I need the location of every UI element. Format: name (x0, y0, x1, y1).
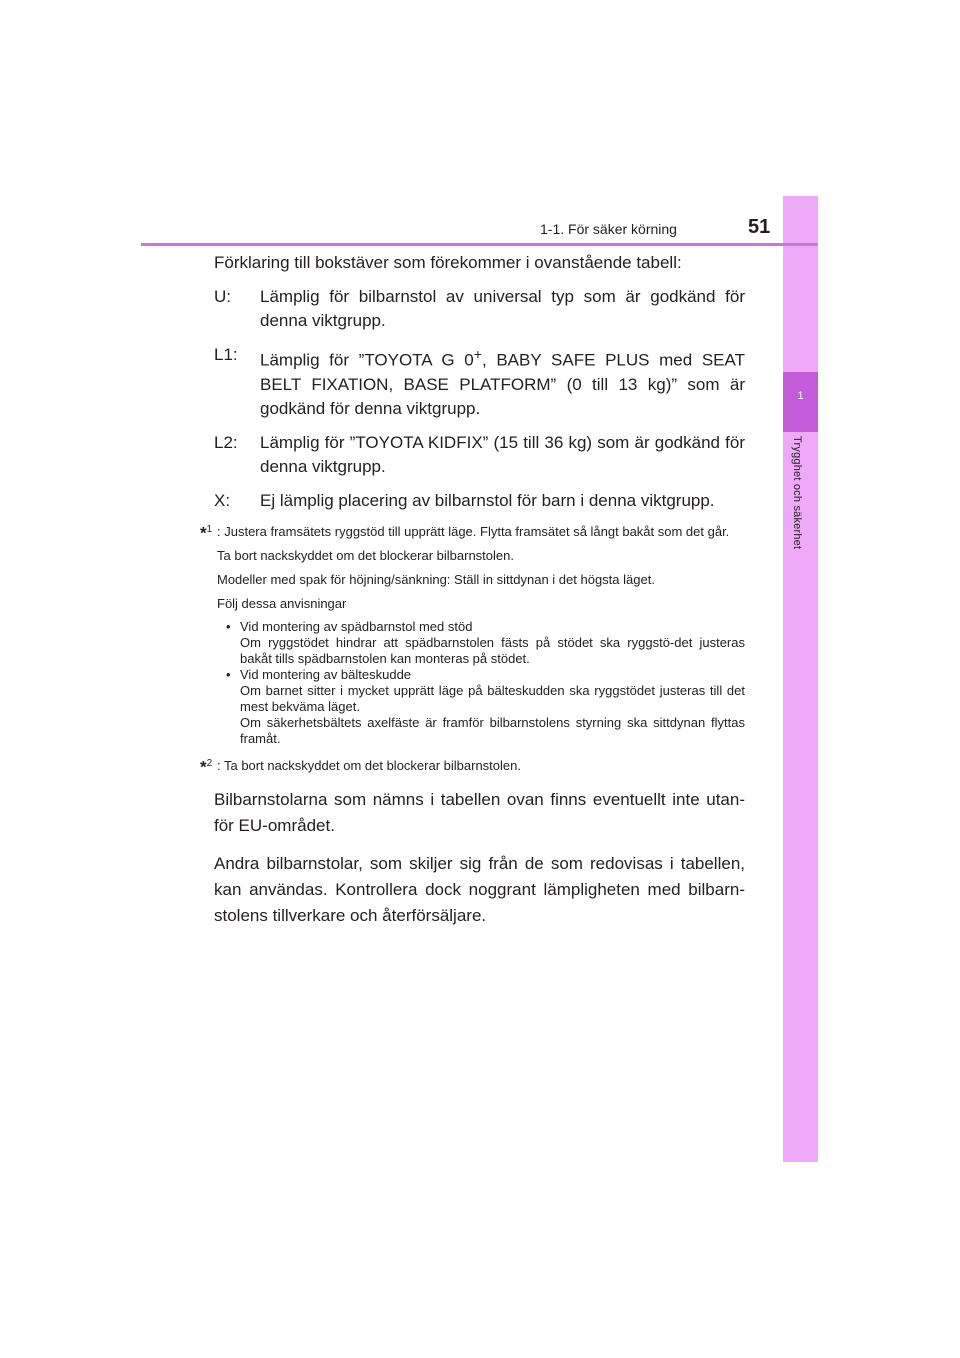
list-item (226, 619, 745, 667)
section-title: 1-1. För säker körning (540, 221, 677, 237)
footnote-marker: *$^2$ (200, 757, 213, 777)
definition-key: X: (214, 490, 231, 510)
legend-intro: Förklaring till bokstäver som förekommer i ovanstående tabell: (214, 253, 682, 272)
footnote-2 (200, 757, 745, 775)
chapter-title: Trygghet och säkerhet (791, 436, 803, 550)
list-item-text: Om säkerhetsbältets axelfäste är framför bilbarnstolens styrning ska sittdynan flyttas framåt. (240, 714, 745, 746)
definition-key: L2: (214, 432, 238, 452)
bullet-icon: • (226, 666, 231, 682)
definition-l1 (200, 343, 745, 421)
definition-u (200, 285, 745, 333)
footnote-1 (200, 523, 745, 541)
footnote-marker: *$^1$ (200, 523, 213, 543)
list-item-title: Vid montering av spädbarnstol med stöd (240, 618, 473, 634)
header-rule (141, 243, 818, 246)
definition-text: Lämplig för ”TOYOTA KIDFIX” (15 till 36 kg) som är godkänd för denna viktgrupp. (260, 432, 745, 476)
definition-key: U: (214, 287, 231, 306)
page-number: 51 (748, 216, 771, 238)
side-tab (783, 196, 818, 1162)
page-content (200, 251, 745, 929)
list-item-title: Vid montering av bälteskudde (240, 666, 412, 682)
side-tab-active (783, 372, 818, 432)
list-item-text: Om ryggstödet hindrar att spädbarnstolen fästs på stödet ska ryggstö-det justeras bakåt tills spädbarnstolen kan monteras på stödet. (240, 634, 745, 666)
bullet-icon: • (226, 618, 231, 634)
footnote-1-line: Följ dessa anvisningar (217, 595, 347, 611)
instruction-list (200, 619, 745, 747)
definition-text: Lämplig för bilbarnstol av universal typ som är godkänd för denna viktgrupp. (260, 287, 745, 330)
body-paragraph: Andra bilbarnstolar, som skiljer sig från de som redovisas i tabellen, kan användas. Kontrollera dock noggrant lämpligheten med bilbarn-stolens tillverkare och återförsäljare. (214, 853, 745, 925)
definition-key: L1: (214, 345, 238, 364)
list-item (226, 667, 745, 747)
definition-text-rest: , BABY SAFE PLUS med SEAT BELT FIXATION, BASE PLATFORM” (0 till 13 kg)” som är godkänd för denna viktgrupp. (260, 350, 745, 418)
footnote-1-line: Ta bort nackskyddet om det blockerar bilbarnstolen. (217, 547, 514, 563)
definition-l2 (200, 431, 745, 479)
definition-text: Lämplig för ”TOYOTA G 0 (260, 350, 474, 370)
superscript-plus: + (473, 347, 482, 363)
footnote-text: : Ta bort nackskyddet om det blockerar bilbarnstolen. (217, 757, 521, 773)
footnote-text: : Justera framsätets ryggstöd till upprätt läge. Flytta framsätet så långt bakåt som det går. (217, 523, 730, 539)
chapter-number: 1 (797, 390, 804, 402)
definition-text: Ej lämplig placering av bilbarnstol för barn i denna viktgrupp. (260, 490, 715, 510)
definition-x (200, 489, 745, 513)
footnote-1-line: Modeller med spak för höjning/sänkning: Ställ in sittdynan i det högsta läget. (217, 571, 655, 587)
body-paragraph: Bilbarnstolarna som nämns i tabellen ovan finns eventuellt inte utan-för EU-området. (214, 789, 745, 835)
list-item-text: Om barnet sitter i mycket upprätt läge på bälteskudden ska ryggstödet justeras till det mest bekväma läget. (240, 682, 745, 714)
